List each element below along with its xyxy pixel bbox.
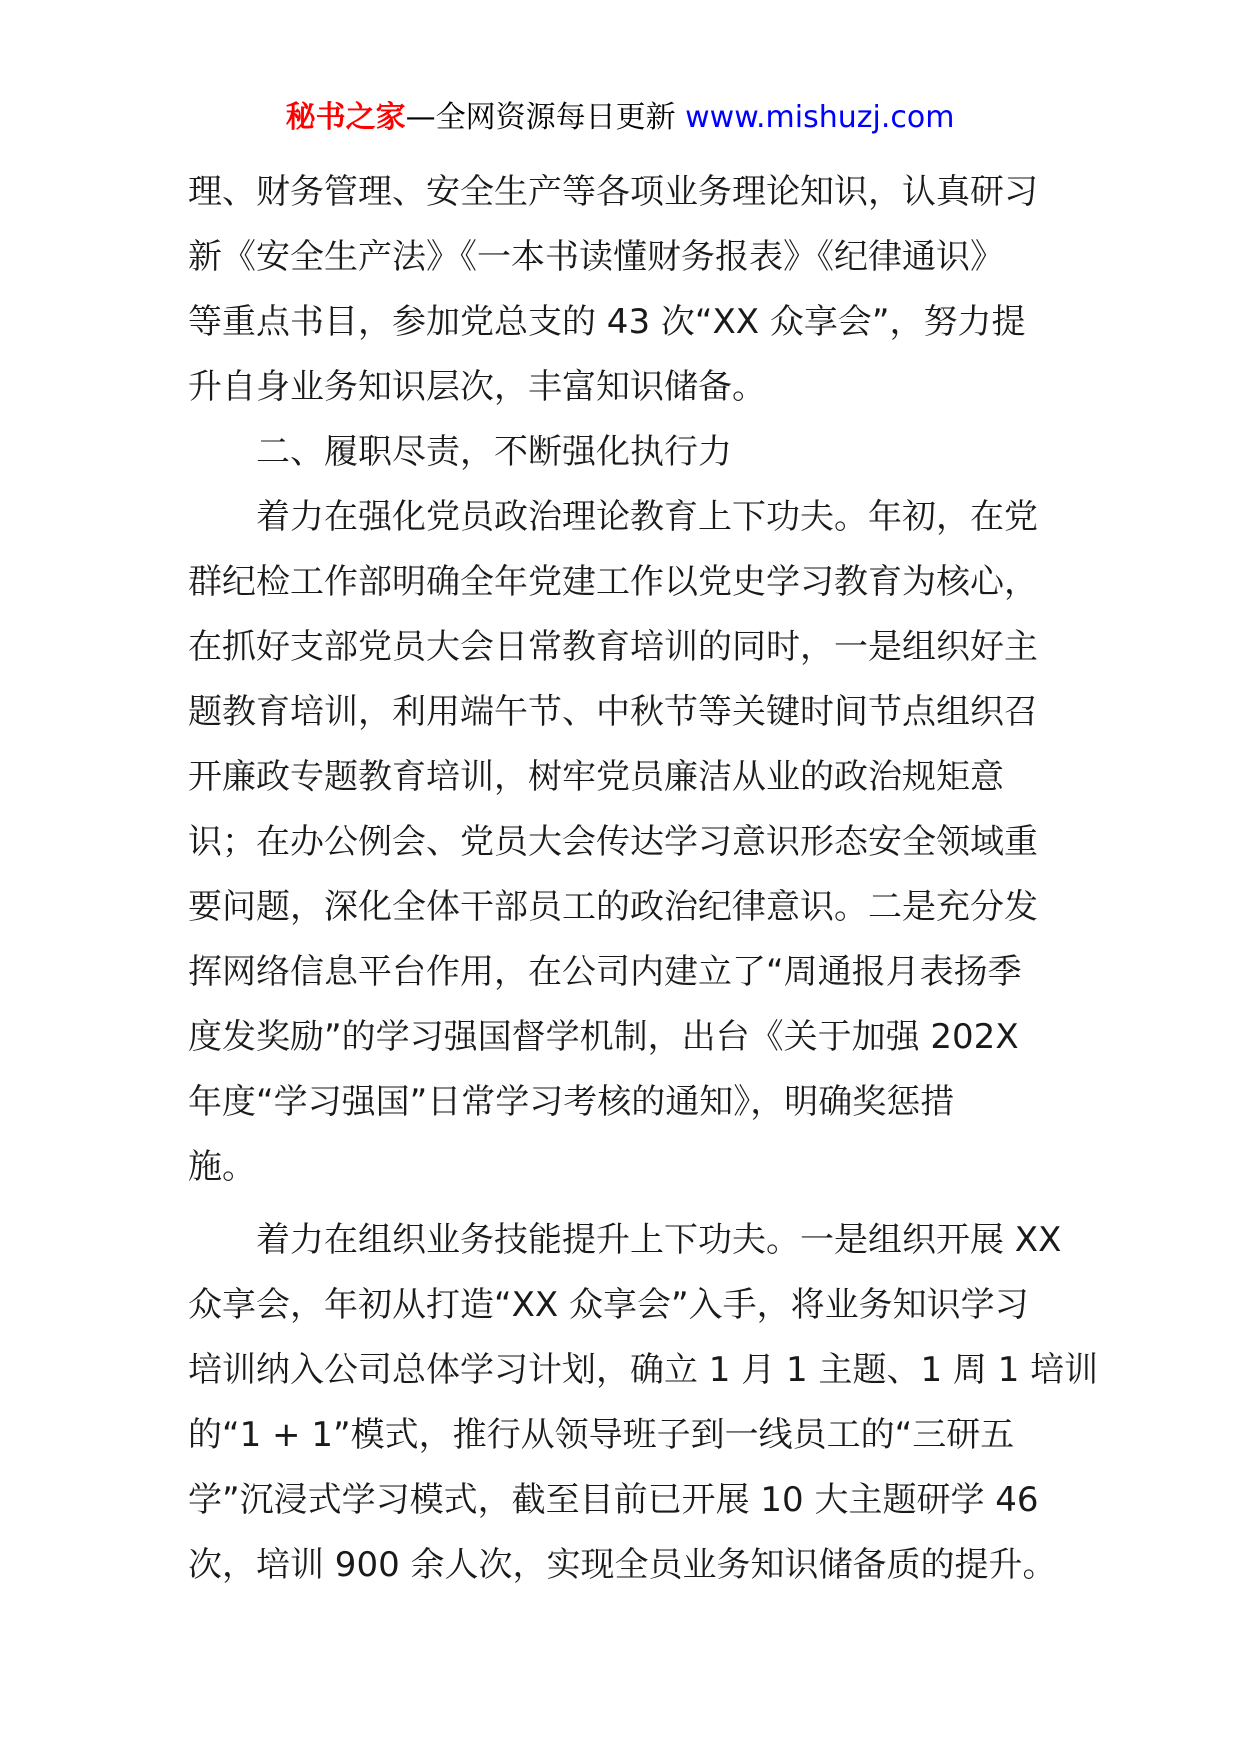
text-line: 开廉政专题教育培训，树牢党员廉洁从业的政治规矩意 bbox=[188, 757, 1004, 797]
text-line: 要问题，深化全体干部员工的政治纪律意识。二是充分发 bbox=[188, 887, 1038, 927]
text-line: 着力在组织业务技能提升上下功夫。一是组织开展 XX bbox=[256, 1220, 1062, 1260]
text-line: 施。 bbox=[188, 1147, 256, 1187]
header-brand: 秘书之家 bbox=[285, 100, 406, 135]
text-line: 识；在办公例会、党员大会传达学习意识形态安全领域重 bbox=[188, 822, 1038, 862]
text-line: 学”沉浸式学习模式，截至目前已开展 10 大主题研学 46 bbox=[188, 1480, 1039, 1520]
text-line: 着力在强化党员政治理论教育上下功夫。年初，在党 bbox=[256, 497, 1038, 537]
text-line: 理、财务管理、安全生产等各项业务理论知识，认真研习 bbox=[188, 172, 1038, 212]
text-line: 度发奖励”的学习强国督学机制，出台《关于加强 202X bbox=[188, 1017, 1019, 1057]
document-body bbox=[188, 160, 1099, 1598]
section-heading-text: 二、履职尽责，不断强化执行力 bbox=[256, 432, 732, 472]
text-line: 年度“学习强国”日常学习考核的通知》，明确奖惩措 bbox=[188, 1082, 955, 1122]
text-line: 等重点书目，参加党总支的 43 次“XX 众享会”，努力提 bbox=[188, 302, 1026, 342]
text-line: 题教育培训，利用端午节、中秋节等关键时间节点组织召 bbox=[188, 692, 1038, 732]
text-line: 次，培训 900 余人次，实现全员业务知识储备质的提升。 bbox=[188, 1545, 1057, 1585]
section-heading bbox=[188, 420, 1068, 485]
header-tagline: —全网资源每日更新 bbox=[405, 100, 676, 135]
text-line: 在抓好支部党员大会日常教育培训的同时，一是组织好主 bbox=[188, 627, 1038, 667]
text-line: 群纪检工作部明确全年党建工作以党史学习教育为核心， bbox=[188, 562, 1038, 602]
paragraph-skills-training bbox=[188, 1208, 1099, 1598]
page-header bbox=[0, 98, 1240, 138]
text-line: 挥网络信息平台作用，在公司内建立了“周通报月表扬季 bbox=[188, 952, 1022, 992]
text-line: 众享会，年初从打造“XX 众享会”入手，将业务知识学习 bbox=[188, 1285, 1029, 1325]
text-line: 新《安全生产法》《一本书读懂财务报表》《纪律通识》 bbox=[188, 237, 1004, 277]
text-line: 的“1 + 1”模式，推行从领导班子到一线员工的“三研五 bbox=[188, 1415, 1015, 1455]
text-line: 培训纳入公司总体学习计划，确立 1 月 1 主题、1 周 1 培训 bbox=[188, 1350, 1099, 1390]
paragraph-gap bbox=[188, 1200, 1068, 1208]
text-line: 升自身业务知识层次，丰富知识储备。 bbox=[188, 367, 766, 407]
header-url-link[interactable]: www.mishuzj.com bbox=[685, 100, 955, 135]
paragraph-continuation bbox=[188, 160, 1068, 420]
paragraph-political-education bbox=[188, 485, 1068, 1200]
